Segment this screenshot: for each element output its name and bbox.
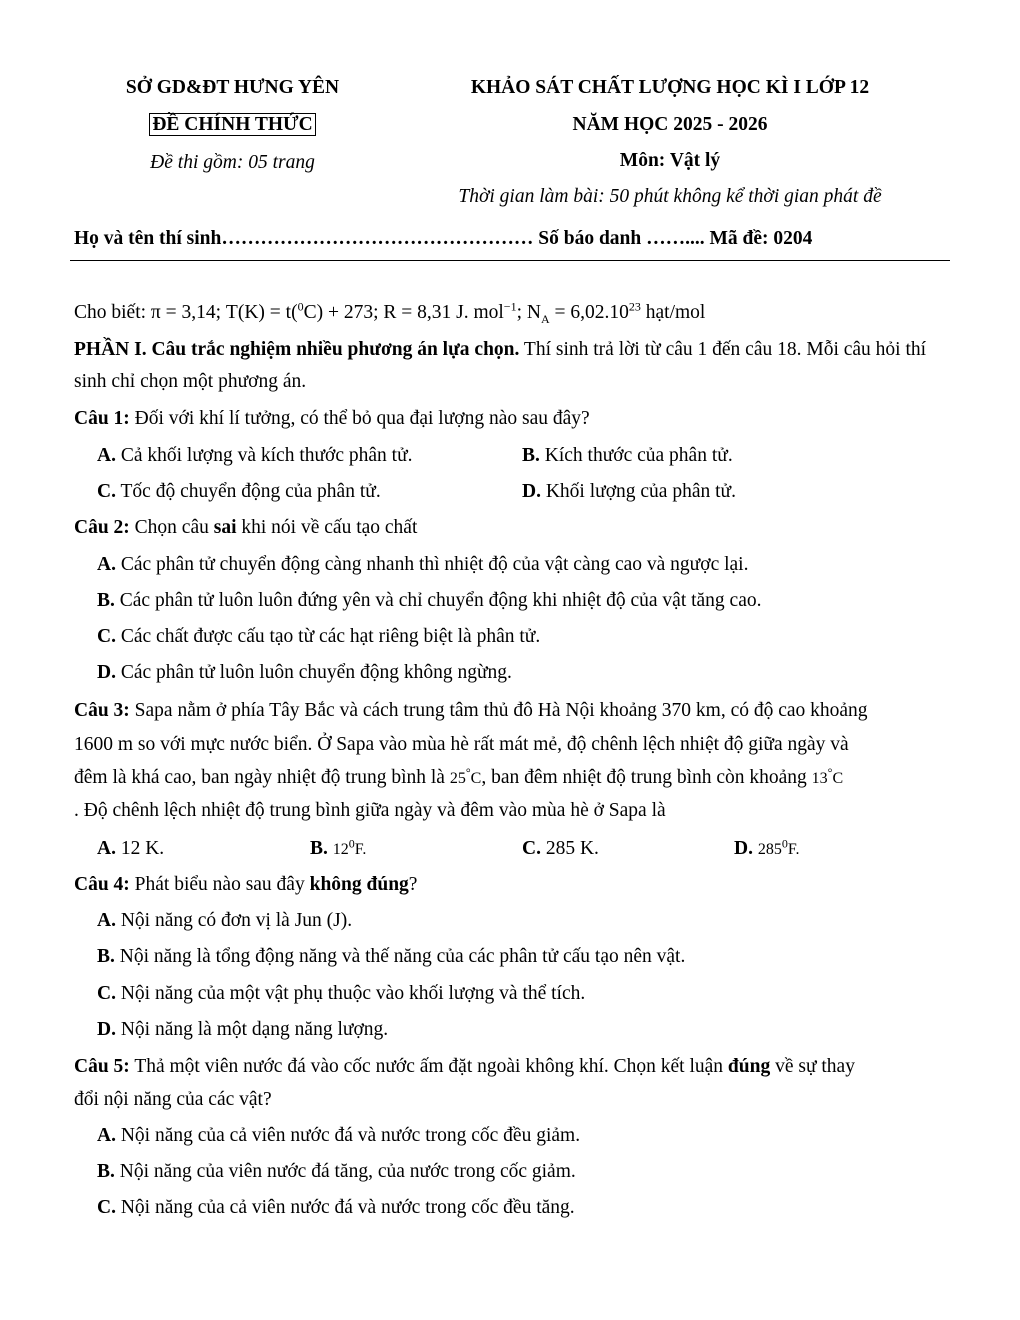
option-letter: B. bbox=[97, 1161, 115, 1182]
option-text: Nội năng của một vật phụ thuộc vào khối lượng và thể tích. bbox=[120, 983, 586, 1004]
temp-value: 25 bbox=[449, 770, 466, 787]
temp-value: 13 bbox=[811, 770, 828, 787]
q5-option-c bbox=[97, 1197, 575, 1219]
question-2 bbox=[74, 517, 417, 539]
q3-text-b: , ban đêm nhiệt độ trung bình còn khoảng bbox=[481, 767, 812, 788]
option-text: Nội năng của viên nước đá tăng, của nước trong cốc giảm. bbox=[119, 1161, 576, 1182]
option-letter: D. bbox=[97, 662, 116, 683]
part1-intro bbox=[74, 334, 950, 398]
question-text: Sapa nằm ở phía Tây Bắc và cách trung tâm thủ đô Hà Nội khoảng 370 km, có độ cao khoảng bbox=[129, 700, 868, 721]
option-letter: D. bbox=[522, 481, 541, 502]
option-letter: B. bbox=[97, 946, 115, 967]
option-text: Các phân tử luôn luôn chuyển động không ngừng. bbox=[120, 662, 512, 683]
question-text: Đối với khí lí tưởng, có thể bỏ qua đại lượng nào sau đây? bbox=[129, 408, 590, 429]
option-text: Nội năng có đơn vị là Jun (J). bbox=[120, 910, 353, 931]
option-letter: C. bbox=[97, 626, 116, 647]
option-text: Nội năng của cả viên nước đá và nước trong cốc đều tăng. bbox=[120, 1197, 575, 1218]
option-text: $12^0F$. bbox=[332, 836, 367, 858]
header-divider bbox=[70, 260, 950, 261]
given-constants bbox=[74, 299, 706, 326]
option-letter: C. bbox=[97, 1197, 116, 1218]
degree-sup: 0 bbox=[781, 836, 788, 851]
subject: Môn: Vật lý bbox=[619, 150, 721, 171]
given-mid-2: ; N bbox=[516, 302, 541, 323]
option-text: Nội năng là tổng động năng và thế năng của các phân tử cấu tạo nên vật. bbox=[119, 946, 686, 967]
q3-temp-day: 25°C bbox=[449, 765, 482, 787]
option-text: Kích thước của phân tử. bbox=[544, 445, 733, 466]
school-year: NĂM HỌC 2025 - 2026 bbox=[572, 114, 768, 135]
department-name: SỞ GD&ĐT HƯNG YÊN bbox=[125, 77, 340, 98]
question-label: Câu 1: bbox=[74, 408, 130, 429]
part1-title: PHẦN I. Câu trắc nghiệm nhiều phương án lựa chọn. bbox=[74, 339, 520, 360]
option-text: Tốc độ chuyển động của phân tử. bbox=[120, 481, 381, 502]
option-letter: C. bbox=[522, 838, 541, 859]
question-3-line-3 bbox=[74, 767, 843, 789]
option-text: Nội năng của cả viên nước đá và nước trong cốc đều giảm. bbox=[120, 1125, 581, 1146]
question-1 bbox=[74, 408, 590, 430]
option-letter: D. bbox=[734, 838, 753, 859]
q2-option-d bbox=[97, 662, 512, 684]
option-letter: C. bbox=[97, 983, 116, 1004]
official-label bbox=[100, 114, 365, 136]
option-text: Các chất được cấu tạo từ các hạt riêng biệt là phân tử. bbox=[120, 626, 541, 647]
option-text: Cả khối lượng và kích thước phân tử. bbox=[120, 445, 413, 466]
temp-unit: C bbox=[470, 770, 482, 787]
question-label: Câu 2: bbox=[74, 517, 130, 538]
option-letter: A. bbox=[97, 910, 116, 931]
question-label: Câu 3: bbox=[74, 700, 130, 721]
q3-option-c bbox=[522, 838, 599, 860]
q3-option-b bbox=[310, 838, 366, 860]
question-3-line-2: 1600 m so với mực nước biển. Ở Sapa vào mùa hè rất mát mẻ, độ chênh lệch nhiệt độ giữa ngày và bbox=[74, 734, 849, 755]
part1-text: Thí sinh trả lời từ câu 1 đến câu 18. Mỗi câu hỏi thí sinh chỉ chọn một phương án. bbox=[74, 339, 927, 392]
value: 12 bbox=[332, 841, 349, 858]
given-mid-3: = 6,02.10 bbox=[549, 302, 629, 323]
option-letter: D. bbox=[97, 1019, 116, 1040]
question-3-line-4: . Độ chênh lệch nhiệt độ trung bình giữa ngày và đêm vào mùa hè ở Sapa là bbox=[74, 800, 666, 821]
question-text-pre: Phát biểu nào sau đây bbox=[129, 874, 310, 895]
option-letter: A. bbox=[97, 1125, 116, 1146]
q4-option-c bbox=[97, 983, 585, 1005]
option-letter: A. bbox=[97, 445, 116, 466]
option-letter: B. bbox=[522, 445, 540, 466]
candidate-info-line bbox=[74, 228, 812, 250]
question-3-line-1 bbox=[74, 700, 868, 722]
question-text-emphasis: đúng bbox=[727, 1056, 771, 1077]
degree-sup: 0 bbox=[348, 836, 355, 851]
option-letter: B. bbox=[97, 590, 115, 611]
official-label-box: ĐỀ CHÍNH THỨC bbox=[149, 113, 315, 136]
q2-option-b bbox=[97, 590, 762, 612]
temp-unit: C bbox=[832, 770, 844, 787]
option-letter: C. bbox=[97, 481, 116, 502]
option-text: 12 K. bbox=[120, 838, 165, 859]
question-text-post: về sự thay bbox=[770, 1056, 855, 1077]
question-label: Câu 5: bbox=[74, 1056, 130, 1077]
q5-option-b bbox=[97, 1161, 576, 1183]
given-sup-23: 23 bbox=[628, 299, 641, 314]
pages-note: Đề thi gồm: 05 trang bbox=[150, 152, 315, 173]
q1-option-b bbox=[522, 445, 733, 467]
option-letter: B. bbox=[310, 838, 328, 859]
given-prefix: Cho biết: π = 3,14; T(K) = t( bbox=[74, 302, 298, 323]
unit: F bbox=[354, 841, 363, 858]
option-letter: A. bbox=[97, 838, 116, 859]
option-letter: A. bbox=[97, 554, 116, 575]
q1-option-c bbox=[97, 481, 381, 503]
question-label: Câu 4: bbox=[74, 874, 130, 895]
q4-option-d bbox=[97, 1019, 388, 1041]
option-text: 285 K. bbox=[545, 838, 599, 859]
value: 285 bbox=[757, 841, 782, 858]
question-text-pre: Thả một viên nước đá vào cốc nước ấm đặt ngoài không khí. Chọn kết luận bbox=[129, 1056, 728, 1077]
q1-option-a bbox=[97, 445, 413, 467]
question-text-post: khi nói về cấu tạo chất bbox=[236, 517, 418, 538]
question-5-line-2: đổi nội năng của các vật? bbox=[74, 1089, 272, 1110]
q2-option-a bbox=[97, 554, 748, 576]
candidate-id-label: Số báo danh …….... bbox=[538, 228, 705, 249]
exam-code: Mã đề: 0204 bbox=[709, 228, 813, 249]
question-text-post: ? bbox=[408, 874, 418, 895]
question-text-pre: Chọn câu bbox=[129, 517, 214, 538]
duration: Thời gian làm bài: 50 phút không kể thời gian phát đề bbox=[458, 186, 882, 207]
q3-option-a bbox=[97, 838, 164, 860]
candidate-name-label: Họ và tên thí sinh………………………………………… bbox=[74, 228, 534, 249]
q3-text-a: đêm là khá cao, ban ngày nhiệt độ trung bình là bbox=[74, 767, 450, 788]
question-text-emphasis: sai bbox=[213, 517, 237, 538]
q4-option-a bbox=[97, 910, 352, 932]
option-text: Các phân tử chuyển động càng nhanh thì nhiệt độ của vật càng cao và ngược lại. bbox=[120, 554, 749, 575]
q3-temp-night: 13°C bbox=[811, 765, 844, 787]
option-text: $285^0F$. bbox=[757, 836, 800, 858]
given-suffix: hạt/mol bbox=[640, 302, 706, 323]
given-sup-neg1: −1 bbox=[503, 299, 517, 314]
option-text: Khối lượng của phân tử. bbox=[545, 481, 736, 502]
question-4 bbox=[74, 874, 417, 896]
question-5-line-1 bbox=[74, 1056, 855, 1078]
q5-option-a bbox=[97, 1125, 580, 1147]
given-sup-0: 0 bbox=[297, 299, 304, 314]
q1-option-d bbox=[522, 481, 736, 503]
question-text-emphasis: không đúng bbox=[309, 874, 409, 895]
given-mid-1: C) + 273; R = 8,31 J. mol bbox=[303, 302, 504, 323]
unit: F bbox=[787, 841, 796, 858]
q4-option-b bbox=[97, 946, 685, 968]
option-text: Các phân tử luôn luôn đứng yên và chỉ chuyển động khi nhiệt độ của vật tăng cao. bbox=[119, 590, 762, 611]
exam-title: KHẢO SÁT CHẤT LƯỢNG HỌC KÌ I LỚP 12 bbox=[470, 77, 870, 98]
given-sub-a: A bbox=[540, 311, 550, 326]
q3-option-d bbox=[734, 838, 799, 860]
option-text: Nội năng là một dạng năng lượng. bbox=[120, 1019, 389, 1040]
q2-option-c bbox=[97, 626, 540, 648]
